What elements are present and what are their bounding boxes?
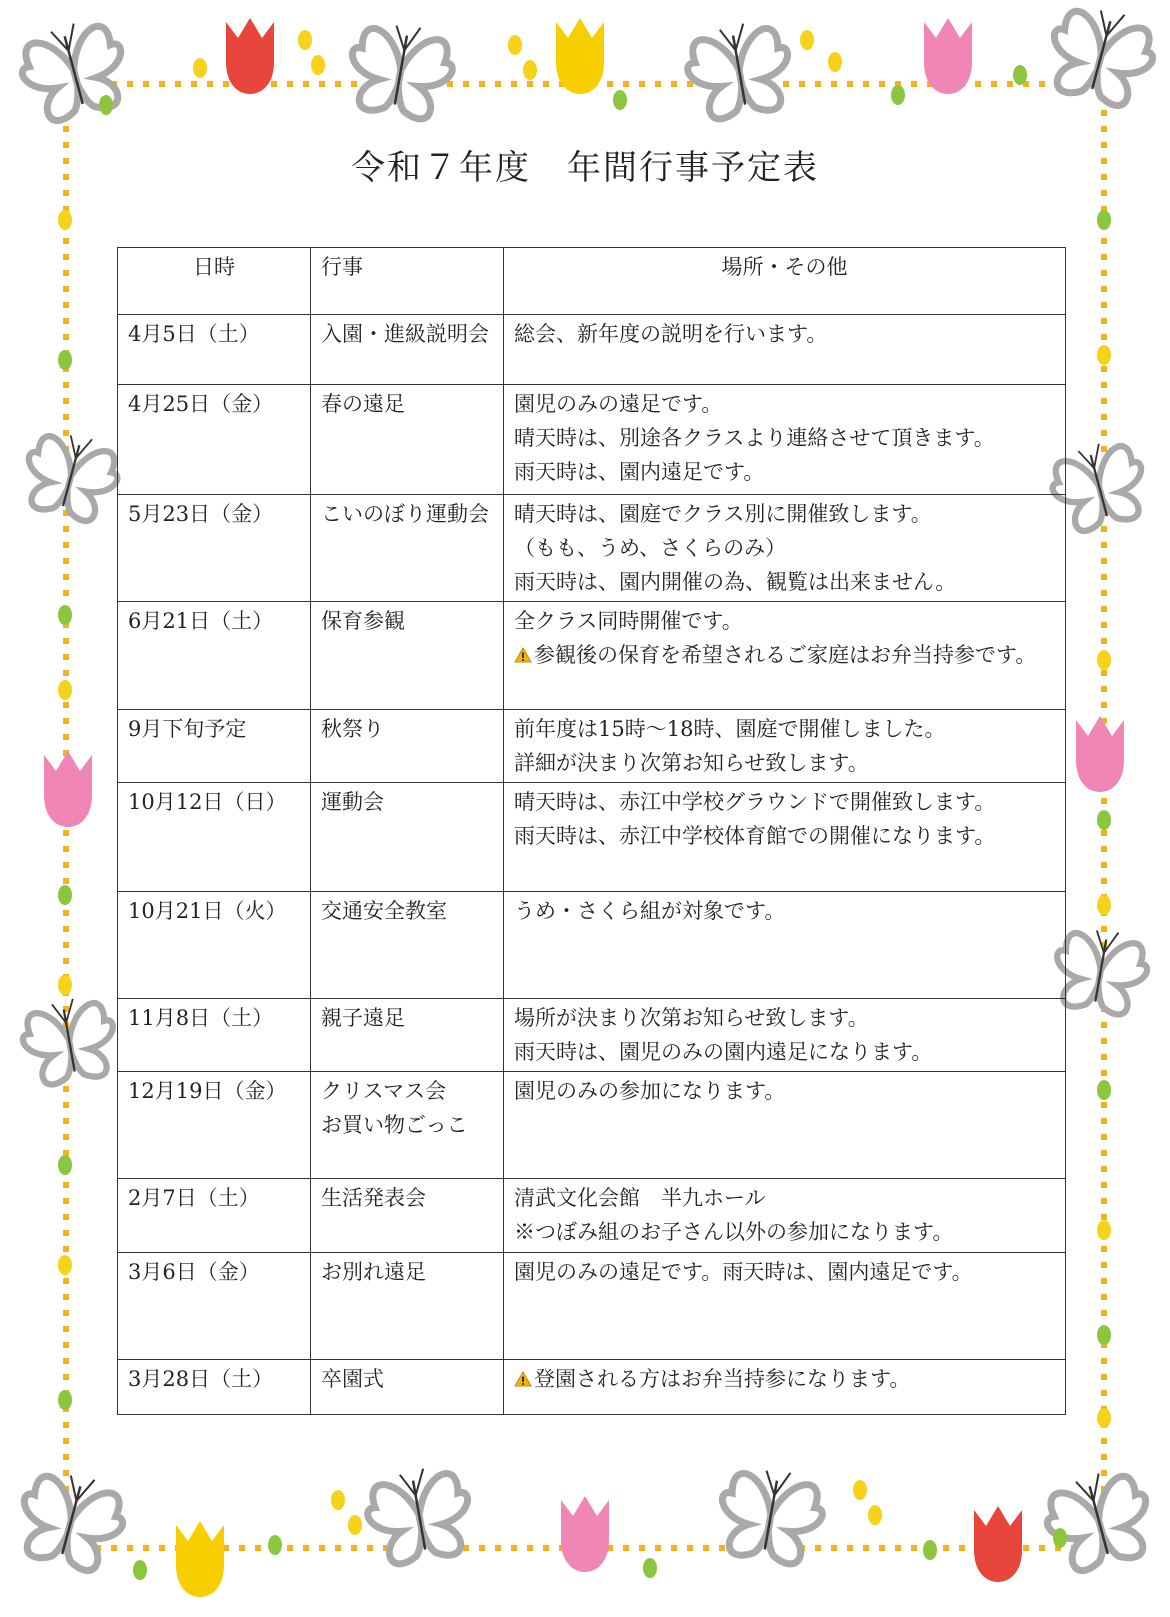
- dot-icon: [193, 58, 207, 78]
- event-name: [311, 385, 504, 495]
- event-date: 2月7日（土）: [118, 1179, 311, 1253]
- note-text: 晴天時は、別途各クラスより連絡させて頂きます。: [514, 426, 995, 450]
- header-date: 日時: [118, 248, 311, 315]
- note-text: （もも、うめ、さくらのみ）: [514, 536, 787, 560]
- event-date: 10月12日（日）: [118, 783, 311, 892]
- note-line: [514, 1362, 1055, 1396]
- note-text: 場所が決まり次第お知らせ致します。: [514, 1006, 869, 1030]
- event-name: [311, 602, 504, 710]
- note-text: 雨天時は、園内遠足です。: [514, 460, 765, 484]
- event-name: [311, 710, 504, 783]
- note-text: 総会、新年度の説明を行います。: [514, 322, 828, 346]
- dot-icon: [58, 1155, 72, 1175]
- event-name-line: 親子遠足: [321, 1006, 405, 1030]
- note-text: 晴天時は、園庭でクラス別に開催致します。: [514, 502, 932, 526]
- event-schedule-table: [117, 247, 1066, 1415]
- event-name-line: 交通安全教室: [321, 899, 447, 923]
- event-name-line: こいのぼり運動会: [321, 502, 489, 526]
- event-date: 3月28日（土）: [118, 1360, 311, 1415]
- butterfly-icon: [1038, 1464, 1159, 1577]
- event-name: [311, 1072, 504, 1179]
- tulip-icon: [974, 1506, 1022, 1582]
- note-line: [514, 819, 1055, 853]
- dot-icon: [1097, 1080, 1111, 1100]
- dot-icon: [868, 1505, 882, 1525]
- dot-icon: [891, 85, 905, 105]
- event-notes: [504, 495, 1066, 602]
- note-text: 前年度は15時～18時、園庭で開催しました。: [514, 717, 946, 741]
- dot-icon: [1097, 1325, 1111, 1345]
- event-notes: [504, 1253, 1066, 1360]
- note-text: 清武文化会館 半九ホール: [514, 1186, 766, 1210]
- note-line: [514, 317, 1055, 351]
- event-name-line: 生活発表会: [321, 1186, 426, 1210]
- dot-icon: [1097, 1220, 1111, 1240]
- table-row: [118, 999, 1066, 1072]
- event-name: [311, 495, 504, 602]
- tulip-icon: [226, 18, 274, 94]
- event-name-line: お買い物ごっこ: [321, 1113, 468, 1137]
- event-notes: [504, 892, 1066, 999]
- tulip-icon: [556, 18, 604, 94]
- butterfly-icon: [1041, 0, 1162, 112]
- event-notes: [504, 999, 1066, 1072]
- event-date: 5月23日（金）: [118, 495, 311, 602]
- header-notes: 場所・その他: [504, 248, 1066, 315]
- note-text: 雨天時は、園児のみの園内遠足になります。: [514, 1040, 933, 1064]
- dot-icon: [58, 605, 72, 625]
- note-line: [514, 565, 1055, 599]
- event-name: [311, 783, 504, 892]
- table-row: [118, 1360, 1066, 1415]
- event-notes: [504, 315, 1066, 385]
- dot-icon: [58, 885, 72, 905]
- butterfly-icon: [13, 14, 134, 127]
- note-line: [514, 387, 1055, 421]
- note-line: [514, 1074, 1055, 1108]
- dot-icon: [58, 350, 72, 370]
- event-notes: [504, 783, 1066, 892]
- event-date: 4月5日（土）: [118, 315, 311, 385]
- note-line: [514, 1215, 1055, 1249]
- event-date: 10月21日（火）: [118, 892, 311, 999]
- note-line: [514, 785, 1055, 819]
- event-name: [311, 1360, 504, 1415]
- event-notes: [504, 1179, 1066, 1253]
- dot-icon: [613, 90, 627, 110]
- note-line: [514, 1181, 1055, 1215]
- dot-icon: [853, 1480, 867, 1500]
- butterfly-icon: [362, 1462, 477, 1568]
- tulip-icon: [176, 1521, 224, 1597]
- dot-icon: [1097, 1408, 1111, 1428]
- dot-icon: [58, 680, 72, 700]
- event-date: 6月21日（土）: [118, 602, 311, 710]
- dot-icon: [923, 1540, 937, 1560]
- event-name: [311, 892, 504, 999]
- butterfly-icon: [343, 17, 458, 123]
- butterfly-icon: [17, 993, 121, 1088]
- note-line: [514, 712, 1055, 746]
- event-notes: [504, 385, 1066, 495]
- dot-icon: [58, 210, 72, 230]
- table-row: [118, 385, 1066, 495]
- event-notes: [504, 602, 1066, 710]
- dot-icon: [1097, 895, 1111, 915]
- event-name-line: お別れ遠足: [321, 1260, 426, 1284]
- note-line: [514, 894, 1055, 928]
- table-header-row: [118, 248, 1066, 315]
- dot-icon: [268, 1535, 282, 1555]
- note-text: 参観後の保育を希望されるご家庭はお弁当持参です。: [534, 643, 1037, 667]
- dot-icon: [1097, 650, 1111, 670]
- event-date: 9月下旬予定: [118, 710, 311, 783]
- dot-icon: [1053, 1528, 1067, 1548]
- dot-icon: [800, 30, 814, 50]
- note-text: 雨天時は、園内開催の為、観覧は出来ません。: [514, 570, 957, 594]
- dot-icon: [828, 52, 842, 72]
- event-name: [311, 999, 504, 1072]
- table-row: [118, 710, 1066, 783]
- note-text: ※つぼみ組のお子さん以外の参加になります。: [514, 1220, 954, 1244]
- dot-icon: [1013, 65, 1027, 85]
- event-name-line: 入園・進級説明会: [321, 322, 489, 346]
- table-row: [118, 1179, 1066, 1253]
- dot-icon: [1097, 810, 1111, 830]
- table-row: [118, 783, 1066, 892]
- note-line: [514, 1001, 1055, 1035]
- note-line: [514, 421, 1055, 455]
- note-text: 詳細が決まり次第お知らせ致します。: [514, 751, 869, 775]
- note-text: 園児のみの遠足です。: [514, 392, 723, 416]
- event-name-line: 保育参観: [321, 609, 405, 633]
- event-name-line: 春の遠足: [321, 392, 405, 416]
- event-notes: [504, 1072, 1066, 1179]
- header-event: 行事: [311, 248, 504, 315]
- table-row: [118, 315, 1066, 385]
- tulip-icon: [44, 751, 92, 827]
- dot-icon: [508, 35, 522, 55]
- note-line: [514, 1035, 1055, 1069]
- dot-icon: [1097, 210, 1111, 230]
- note-text: うめ・さくら組が対象です。: [514, 899, 786, 923]
- note-text: 園児のみの遠足です。雨天時は、園内遠足です。: [514, 1260, 973, 1284]
- dot-icon: [133, 1560, 147, 1580]
- event-notes: [504, 710, 1066, 783]
- tulip-icon: [561, 1496, 609, 1572]
- note-text: 雨天時は、赤江中学校体育館での開催になります。: [514, 824, 996, 848]
- note-line: [514, 746, 1055, 780]
- note-line: [514, 455, 1055, 489]
- note-text: 園児のみの参加になります。: [514, 1079, 786, 1103]
- event-date: 3月6日（金）: [118, 1253, 311, 1360]
- event-name-line: クリスマス会: [321, 1079, 447, 1103]
- warning-icon: [514, 1367, 534, 1391]
- butterfly-icon: [682, 17, 797, 123]
- tulip-icon: [1076, 716, 1124, 792]
- event-date: 12月19日（金）: [118, 1072, 311, 1179]
- dot-icon: [643, 1558, 657, 1578]
- table-row: [118, 1072, 1066, 1179]
- dot-icon: [298, 30, 312, 50]
- event-name: [311, 1179, 504, 1253]
- note-line: [514, 604, 1055, 638]
- note-line: [514, 531, 1055, 565]
- tulip-icon: [924, 18, 972, 94]
- dot-icon: [1097, 345, 1111, 365]
- note-line: [514, 638, 1055, 672]
- dot-icon: [58, 975, 72, 995]
- dot-icon: [523, 60, 537, 80]
- table-row: [118, 495, 1066, 602]
- table-body: [118, 248, 1066, 1415]
- dot-icon: [99, 95, 113, 115]
- table-row: [118, 892, 1066, 999]
- event-name: [311, 315, 504, 385]
- event-name-line: 卒園式: [321, 1367, 384, 1391]
- butterfly-icon: [17, 425, 126, 527]
- event-name-line: 運動会: [321, 790, 384, 814]
- event-date: 11月8日（土）: [118, 999, 311, 1072]
- dot-icon: [58, 1255, 72, 1275]
- butterfly-icon: [11, 1464, 132, 1577]
- event-name: [311, 1253, 504, 1360]
- page-title: 令和７年度 年間行事予定表: [351, 148, 819, 188]
- dot-icon: [331, 1490, 345, 1510]
- note-text: 晴天時は、赤江中学校グラウンドで開催致します。: [514, 790, 996, 814]
- table-row: [118, 602, 1066, 710]
- note-text: 全クラス同時開催です。: [514, 609, 743, 633]
- note-line: [514, 497, 1055, 531]
- note-text: 登園される方はお弁当持参になります。: [534, 1367, 911, 1391]
- butterfly-icon: [713, 1462, 828, 1568]
- dot-icon: [58, 1390, 72, 1410]
- table-row: [118, 1253, 1066, 1360]
- event-date: 4月25日（金）: [118, 385, 311, 495]
- warning-icon: [514, 643, 534, 667]
- event-notes: [504, 1360, 1066, 1415]
- dot-icon: [348, 1515, 362, 1535]
- dot-icon: [311, 55, 325, 75]
- event-name-line: 秋祭り: [321, 717, 384, 741]
- note-line: [514, 1255, 1055, 1289]
